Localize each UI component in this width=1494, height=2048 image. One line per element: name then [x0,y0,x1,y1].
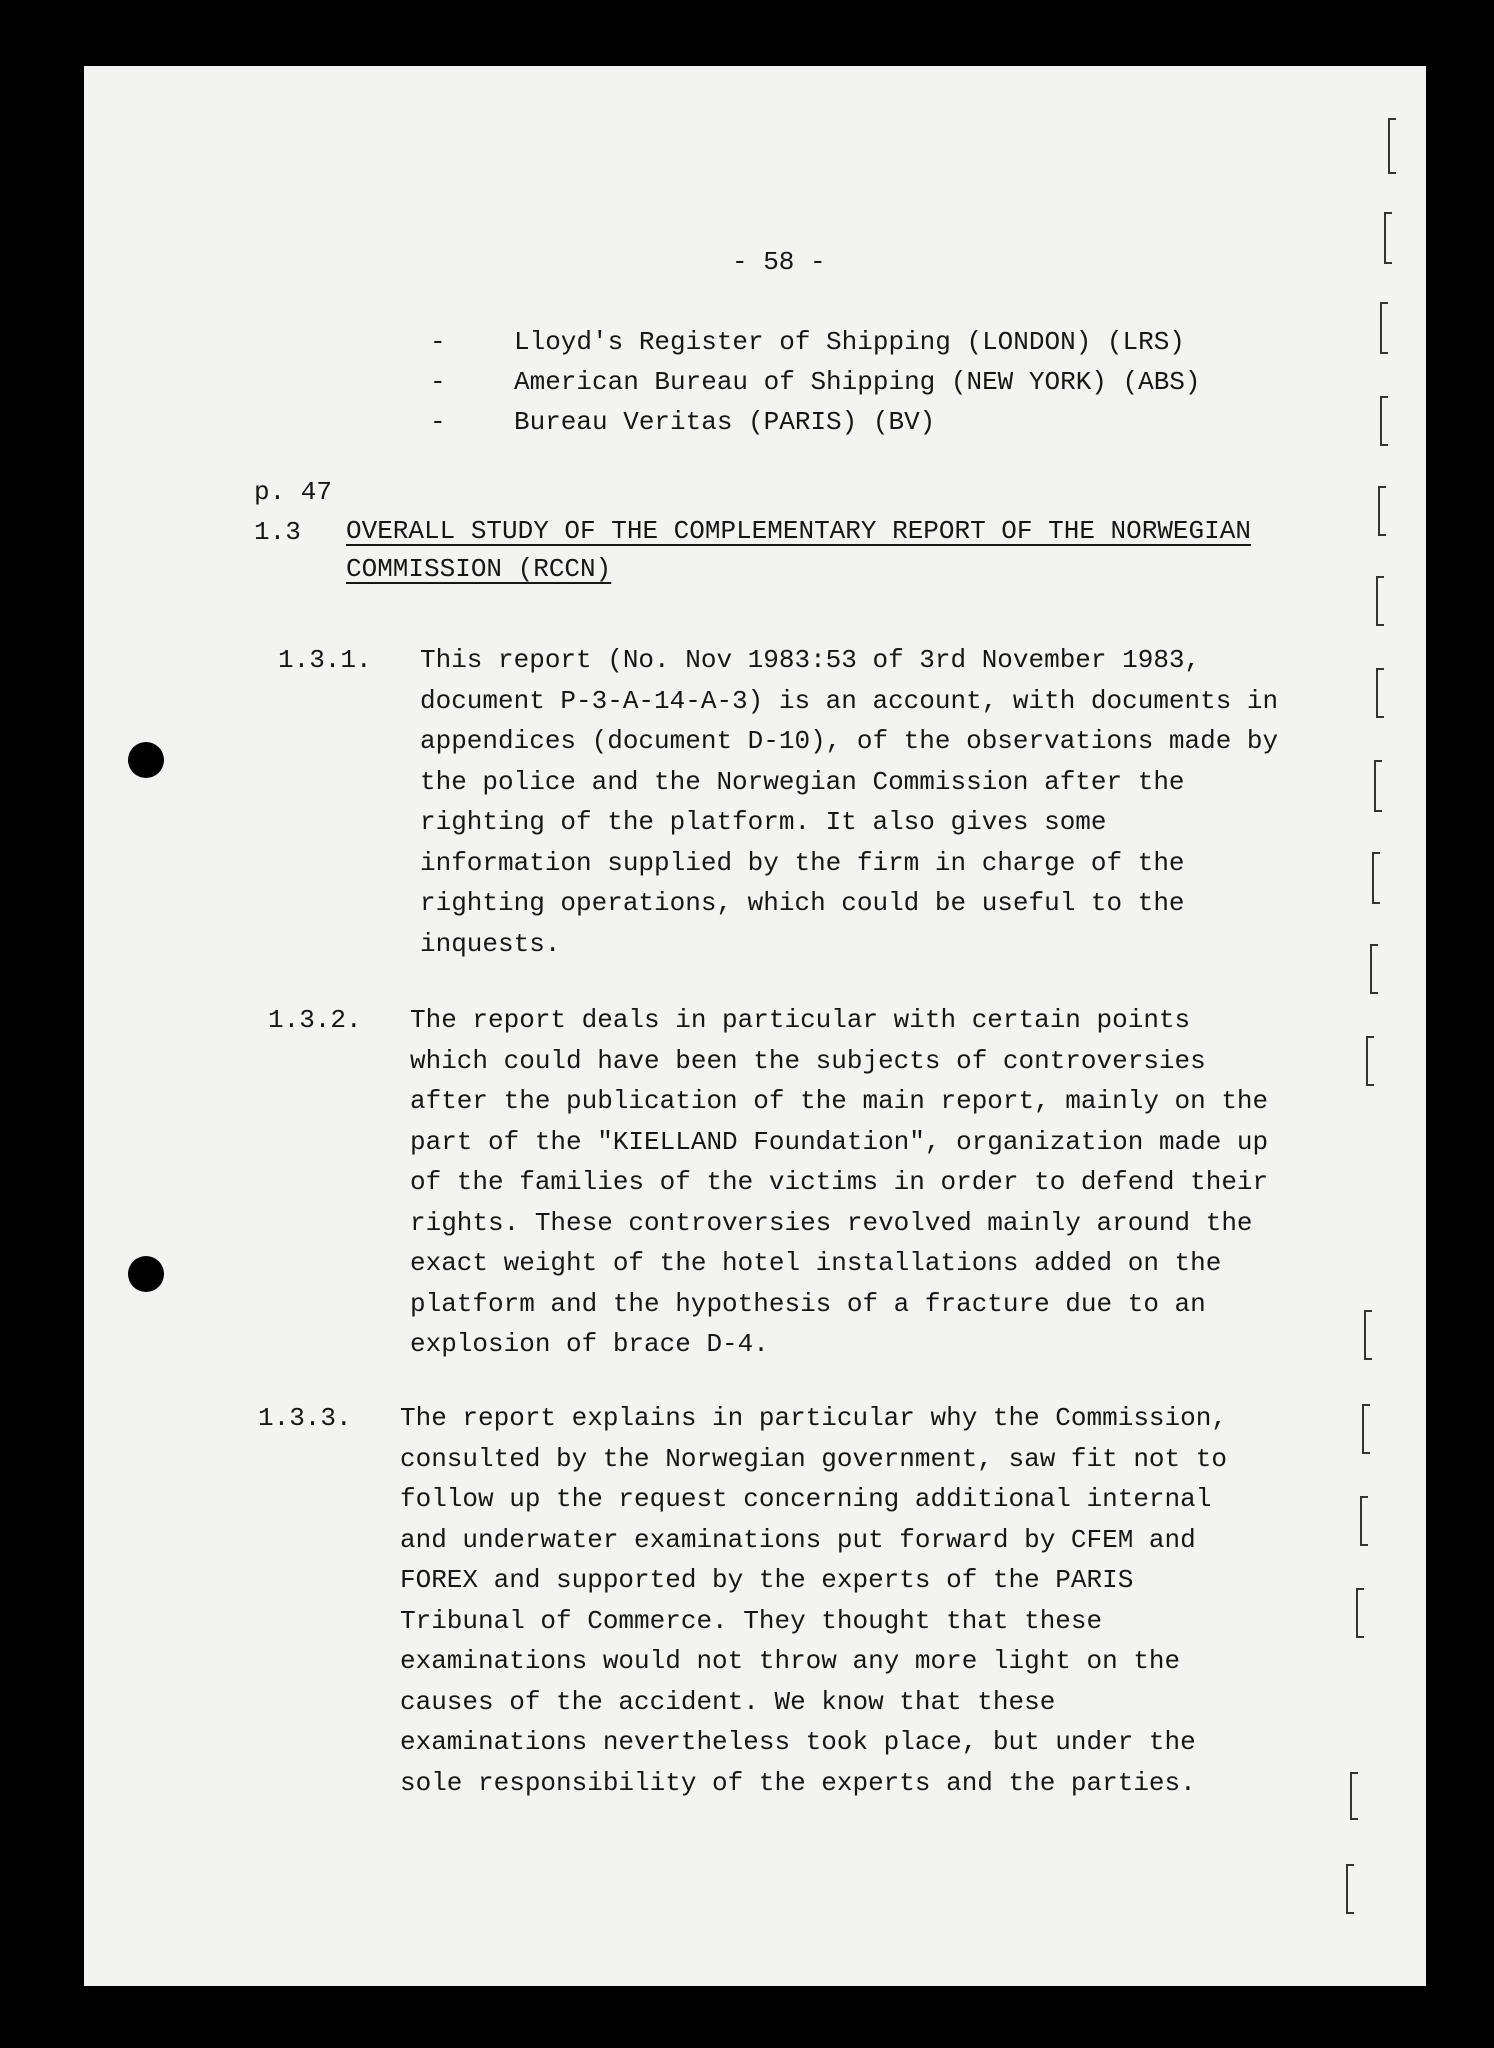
list-item [430,402,1201,442]
tab-mark [1384,212,1392,264]
tab-mark [1380,302,1388,354]
tab-mark [1376,668,1384,718]
tab-mark [1378,486,1386,536]
text-line: examinations nevertheless took place, but under the [400,1727,1196,1757]
section-title-line: OVERALL STUDY OF THE COMPLEMENTARY REPORT OF THE NORWEGIAN [346,516,1251,546]
text-line: and underwater examinations put forward by CFEM and [400,1524,1196,1555]
text-line: appendices (document D-10), of the observations made by [420,726,1279,756]
text-line: exact weight of the hotel installations added on the [410,1248,1222,1278]
tab-mark [1364,1310,1372,1360]
text-line: righting operations, which could be useful to the [420,888,1185,918]
paragraph-1-3-3 [258,1398,1227,1803]
punch-hole [128,742,164,778]
text-line: FOREX and supported by the experts of the PARIS [400,1565,1134,1595]
section-title-line: COMMISSION (RCCN) [346,554,612,584]
list-item [430,362,1201,402]
tab-mark [1374,760,1382,812]
section-title [346,512,1251,588]
text-line: consulted by the Norwegian government, saw fit not to [400,1443,1227,1474]
paragraph-number: 1.3.3. [258,1403,352,1433]
page-number: - 58 - [732,247,826,277]
tab-mark [1360,1496,1368,1546]
text-line: information supplied by the firm in charge of the [420,847,1185,878]
paragraph-number: 1.3.2. [268,1005,362,1035]
text-line: explosion of brace D-4. [410,1329,769,1359]
tab-mark [1372,852,1380,904]
tab-mark [1346,1864,1354,1914]
paragraph-text [410,1000,1268,1365]
paragraph-1-3-1 [278,640,1278,964]
page-reference: p. 47 [254,477,333,507]
classification-society-list [430,322,1201,442]
text-line: inquests. [420,928,561,959]
list-item [430,322,1201,362]
bullet-dash: - [430,327,446,357]
punch-hole [128,1256,164,1292]
text-line: which could have been the subjects of controversies [410,1045,1206,1076]
paragraph-1-3-2 [268,1000,1268,1365]
paragraph-text [420,640,1278,964]
list-item-text: Lloyd's Register of Shipping (LONDON) (LRS) [514,327,1185,357]
text-line: examinations would not throw any more light on the [400,1646,1181,1676]
bullet-dash: - [430,407,446,437]
tab-mark [1362,1404,1370,1454]
list-item-text: Bureau Veritas (PARIS) (BV) [514,407,936,437]
text-line: This report (No. Nov 1983:53 of 3rd November 1983, [420,645,1201,675]
text-line: follow up the request concerning additional internal [400,1484,1212,1514]
section-heading [254,512,1251,588]
tab-mark [1350,1772,1358,1820]
text-line: part of the "KIELLAND Foundation", organization made up [410,1126,1269,1157]
text-line: rights. These controversies revolved mainly around the [410,1207,1253,1238]
tab-mark [1388,118,1396,174]
text-line: sole responsibility of the experts and the parties. [400,1767,1196,1798]
tab-mark [1356,1588,1364,1638]
text-line: causes of the accident. We know that these [400,1686,1056,1717]
text-line: of the families of the victims in order to defend their [410,1167,1269,1197]
bullet-dash: - [430,367,446,397]
text-line: document P-3-A-14-A-3) is an account, with documents in [420,685,1279,716]
tab-mark [1366,1036,1374,1086]
tab-mark [1370,944,1378,994]
text-line: The report deals in particular with certain points [410,1005,1191,1035]
text-line: the police and the Norwegian Commission after the [420,766,1185,797]
text-line: righting of the platform. It also gives some [420,807,1107,837]
tab-mark [1376,576,1384,626]
paragraph-number: 1.3.1. [278,645,372,675]
text-line: platform and the hypothesis of a fracture due to an [410,1288,1206,1319]
text-line: after the publication of the main report, mainly on the [410,1086,1269,1116]
text-line: Tribunal of Commerce. They thought that these [400,1605,1103,1636]
text-line: The report explains in particular why the Commission, [400,1403,1227,1433]
section-number: 1.3 [254,517,301,547]
list-item-text: American Bureau of Shipping (NEW YORK) (ABS) [514,367,1201,397]
paragraph-text [400,1398,1227,1803]
tab-mark [1380,396,1388,446]
